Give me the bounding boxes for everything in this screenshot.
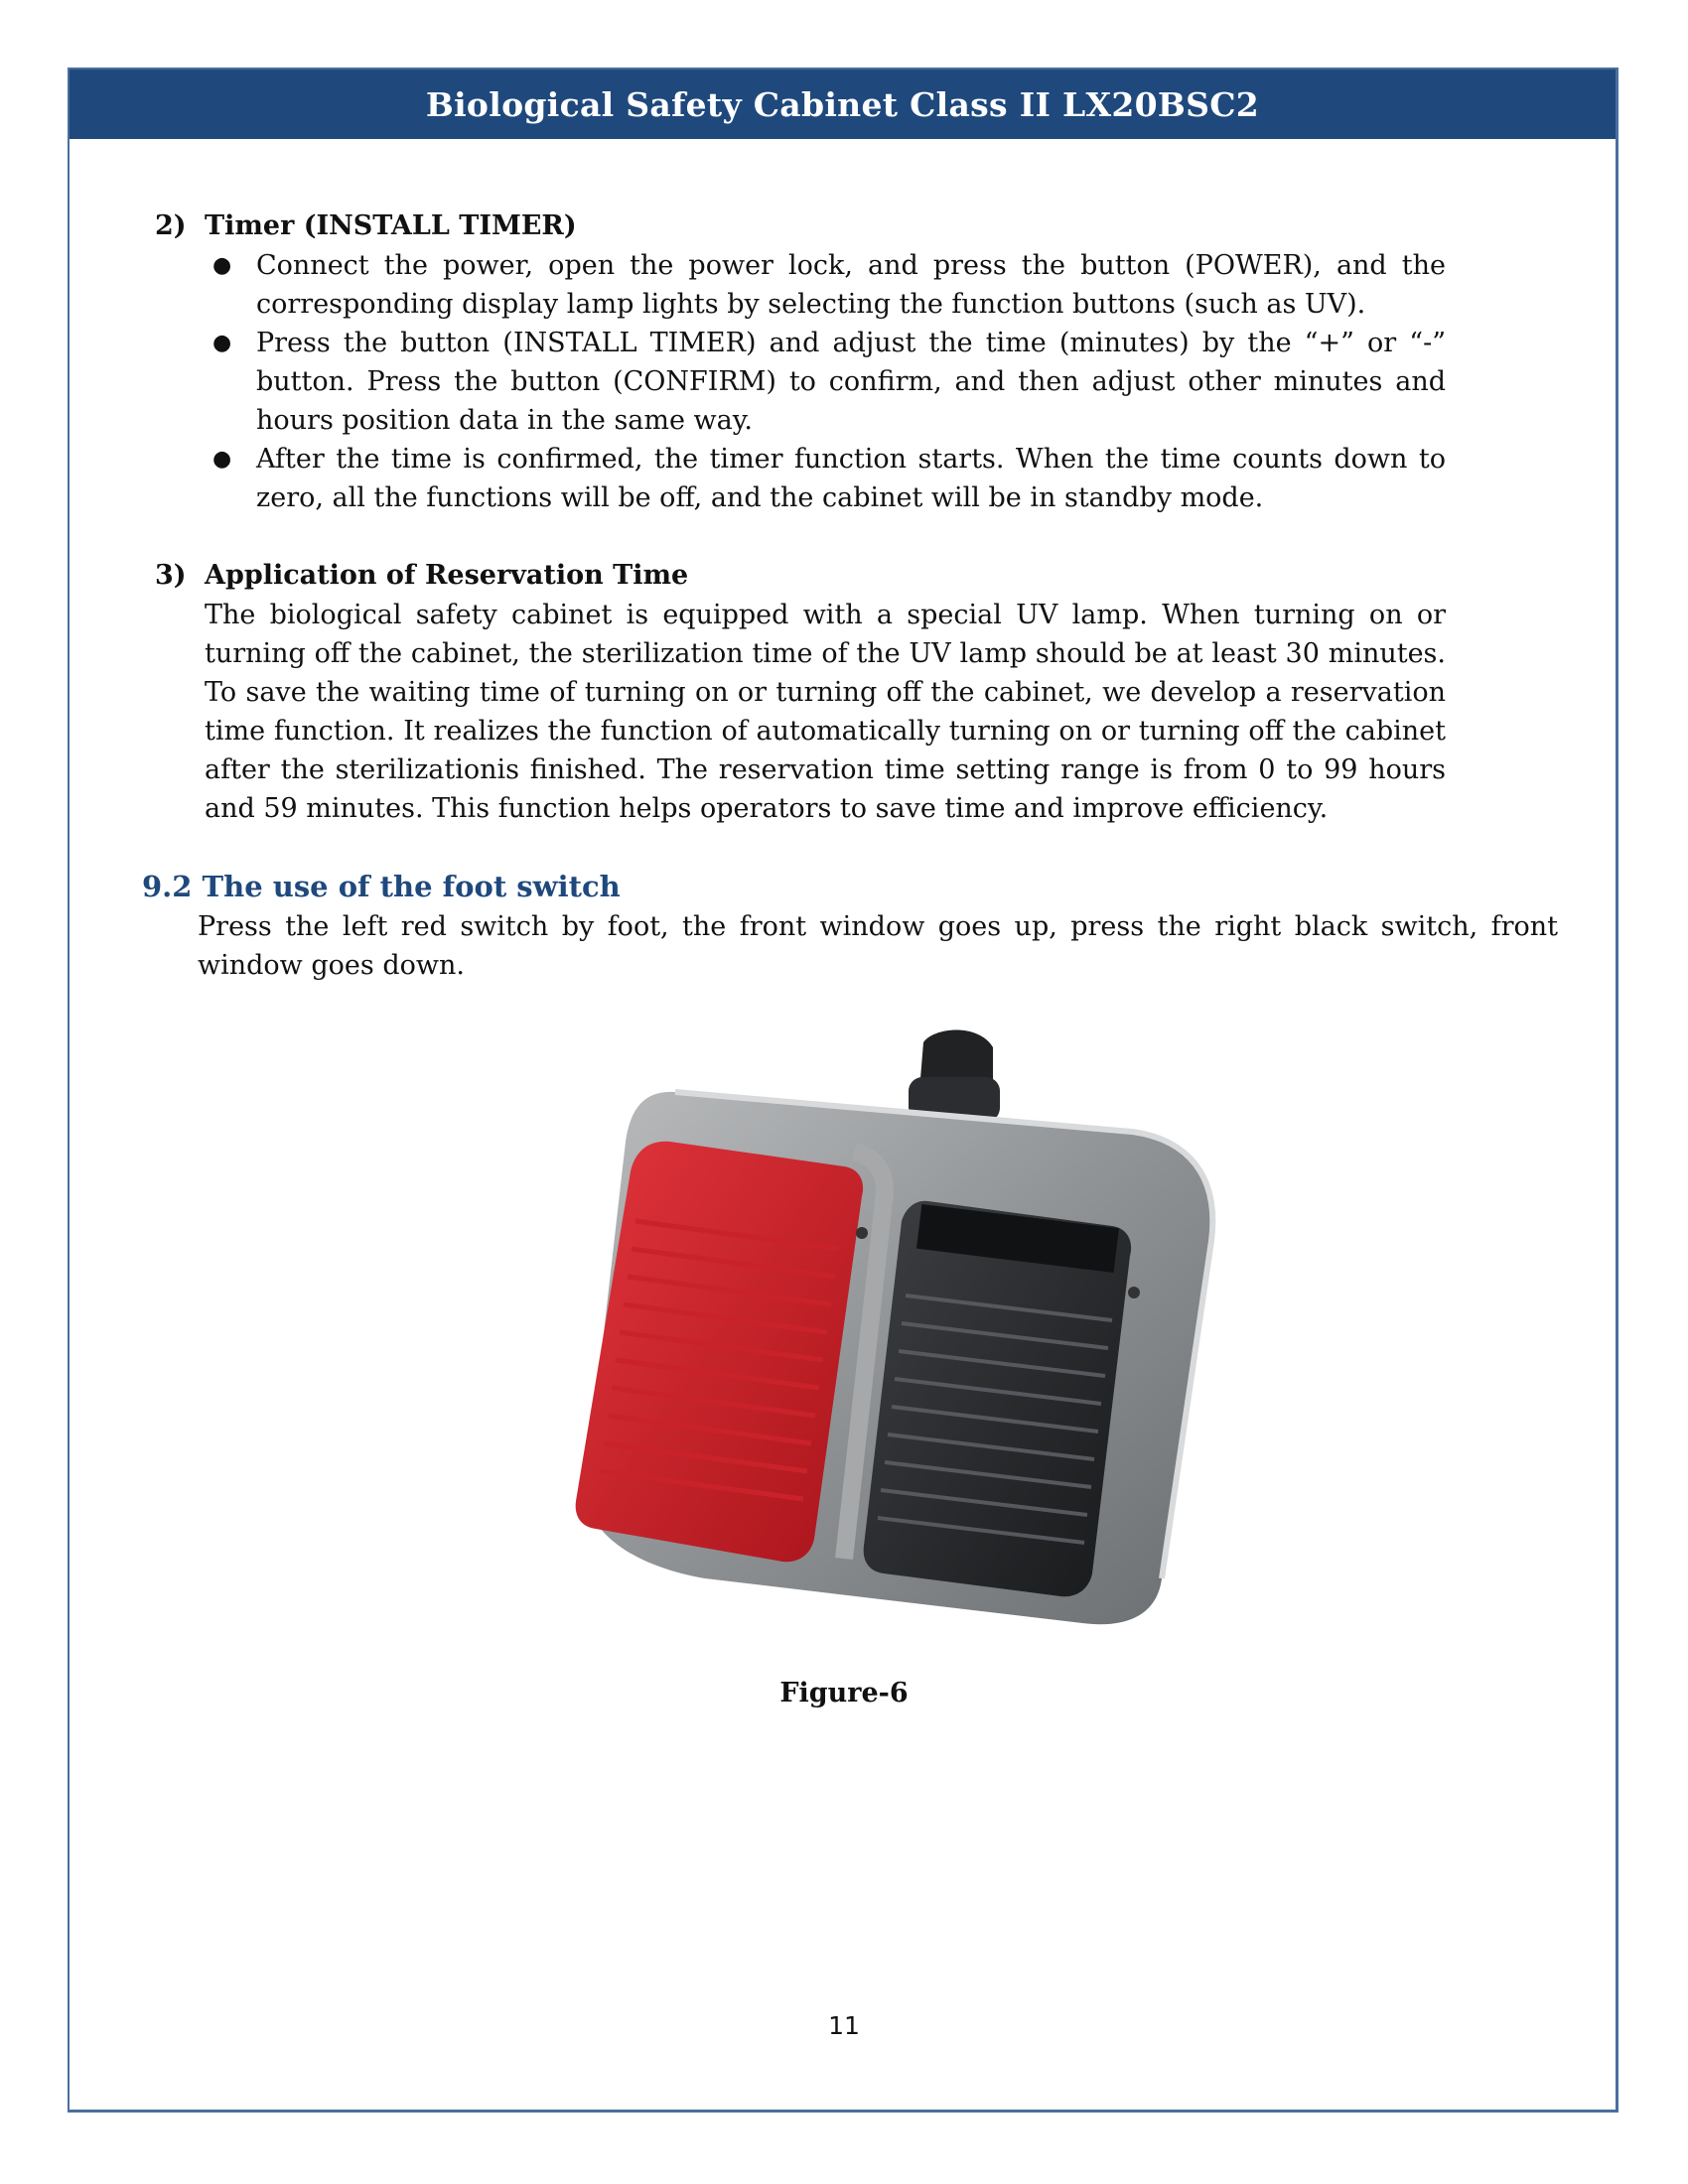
bullet-icon: ●: [212, 447, 232, 472]
timer-section: [155, 206, 1446, 517]
list-item: [205, 324, 1446, 440]
list-item: [205, 440, 1446, 517]
reservation-section: [155, 556, 1446, 828]
timer-heading: [155, 206, 1446, 246]
timer-number: 2): [155, 210, 187, 241]
bullet-icon: ●: [212, 253, 232, 278]
bullet-text: Press the button (INSTALL TIMER) and adjust the time (minutes) by the “+” or “-” button. Press the button (CONFIRM) to confirm, and then adjust other minutes and hours position data in the same way.: [256, 328, 1446, 436]
foot-switch-figure: [526, 1023, 1241, 1638]
foot-switch-image: [526, 1023, 1241, 1638]
page-number: 11: [828, 2011, 860, 2040]
reservation-number: 3): [155, 560, 187, 591]
foot-switch-paragraph: Press the left red switch by foot, the front window goes up, press the right black switch, front window goes down.: [198, 911, 1558, 981]
timer-bullet-list: [155, 246, 1446, 517]
bullet-text: After the time is confirmed, the timer function starts. When the time counts down to zero, all the functions will be off, and the cabinet will be in standby mode.: [256, 444, 1446, 513]
header-title: Biological Safety Cabinet Class II LX20BSC2: [425, 84, 1260, 124]
figure-caption: Figure-6: [779, 1678, 909, 1708]
reservation-heading: [155, 556, 1446, 596]
foot-switch-heading: 9.2 The use of the foot switch: [142, 870, 621, 903]
list-item: [205, 246, 1446, 324]
reservation-paragraph: The biological safety cabinet is equipped with a special UV lamp. When turning on or turning off the cabinet, the sterilization time of the UV lamp should be at least 30 minutes. To save the waiting time of turning on or turning off the cabinet, we develop a reservation time function. It realizes the function of automatically turning on or turning off the cabinet after the sterilizationis finished. The reservation time setting range is from 0 to 99 hours and 59 minutes. This function helps operators to save time and improve efficiency.: [205, 600, 1446, 824]
bullet-text: Connect the power, open the power lock, and press the button (POWER), and the corresponding display lamp lights by selecting the function buttons (such as UV).: [256, 250, 1446, 320]
timer-title: Timer (INSTALL TIMER): [205, 210, 577, 241]
bullet-icon: ●: [212, 331, 232, 355]
reservation-title: Application of Reservation Time: [205, 560, 689, 591]
